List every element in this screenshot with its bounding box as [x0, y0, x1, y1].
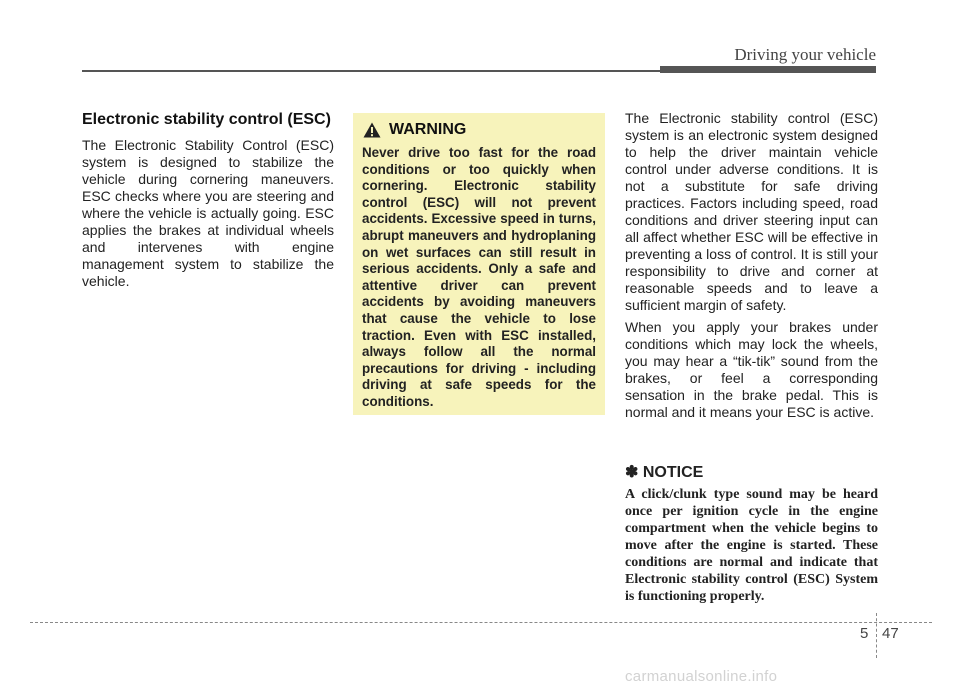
chapter-number: 5	[860, 625, 869, 642]
right-column	[625, 110, 878, 604]
footer-rule	[30, 622, 932, 623]
section-title: Driving your vehicle	[734, 45, 876, 64]
esc-heading: Electronic stability control (ESC)	[82, 111, 331, 128]
warning-header	[362, 121, 596, 139]
warning-text: Never drive too fast for the road conditions or too quickly when cornering. Electronic stability control (ESC) will not prevent accidents. Excessive speed in turns, abrupt maneuvers and hydroplaning on wet surfaces can still result in serious accidents. Only a safe and attentive driver can prevent accidents by avoiding maneuvers that cause the vehicle to lose traction. Even with ESC installed, always follow all the normal precautions for driving - including driving at safe speeds for the conditions.	[362, 145, 596, 409]
esc-description: The Electronic stability control (ESC) system is an electronic system designed to help the driver maintain vehicle control under adverse conditions. It is not a substitute for safe driving practices. Factors including speed, road conditions and driver steering input can all affect whether ESC will be effective in preventing a loss of control. It is still your responsibility to drive and corner at reasonable speeds and to leave a sufficient margin of safety.	[625, 110, 878, 313]
warning-title: WARNING	[389, 121, 467, 138]
left-column	[82, 110, 334, 290]
brake-sound-paragraph: When you apply your brakes under conditions which may lock the wheels, you may hear a “tik-tik” sound from the brakes, or feel a corresponding sensation in the brake pedal. This is normal and it means your ESC is active.	[625, 319, 878, 420]
page-number: 47	[882, 625, 899, 642]
header-rule-thin	[82, 70, 662, 72]
esc-intro-text: The Electronic Stability Control (ESC) system is designed to stabilize the vehicle during cornering maneuvers. ESC checks where you are steering and where the vehicle is actually going. ESC applies the brakes at individual wheels and intervenes with engine management system to stabilize the vehicle.	[82, 137, 334, 289]
watermark: carmanualsonline.info	[625, 668, 778, 685]
warning-box	[353, 113, 605, 415]
page-divider	[876, 613, 877, 658]
notice-title: ✽ NOTICE	[625, 464, 704, 481]
notice-text: A click/clunk type sound may be heard once per ignition cycle in the engine compartment when the vehicle begins to move after the engine is started. These conditions are normal and indicate that Electronic stability control (ESC) System is functioning properly.	[625, 487, 878, 604]
warning-triangle-icon	[363, 122, 381, 138]
header-rule-thick	[660, 66, 876, 73]
